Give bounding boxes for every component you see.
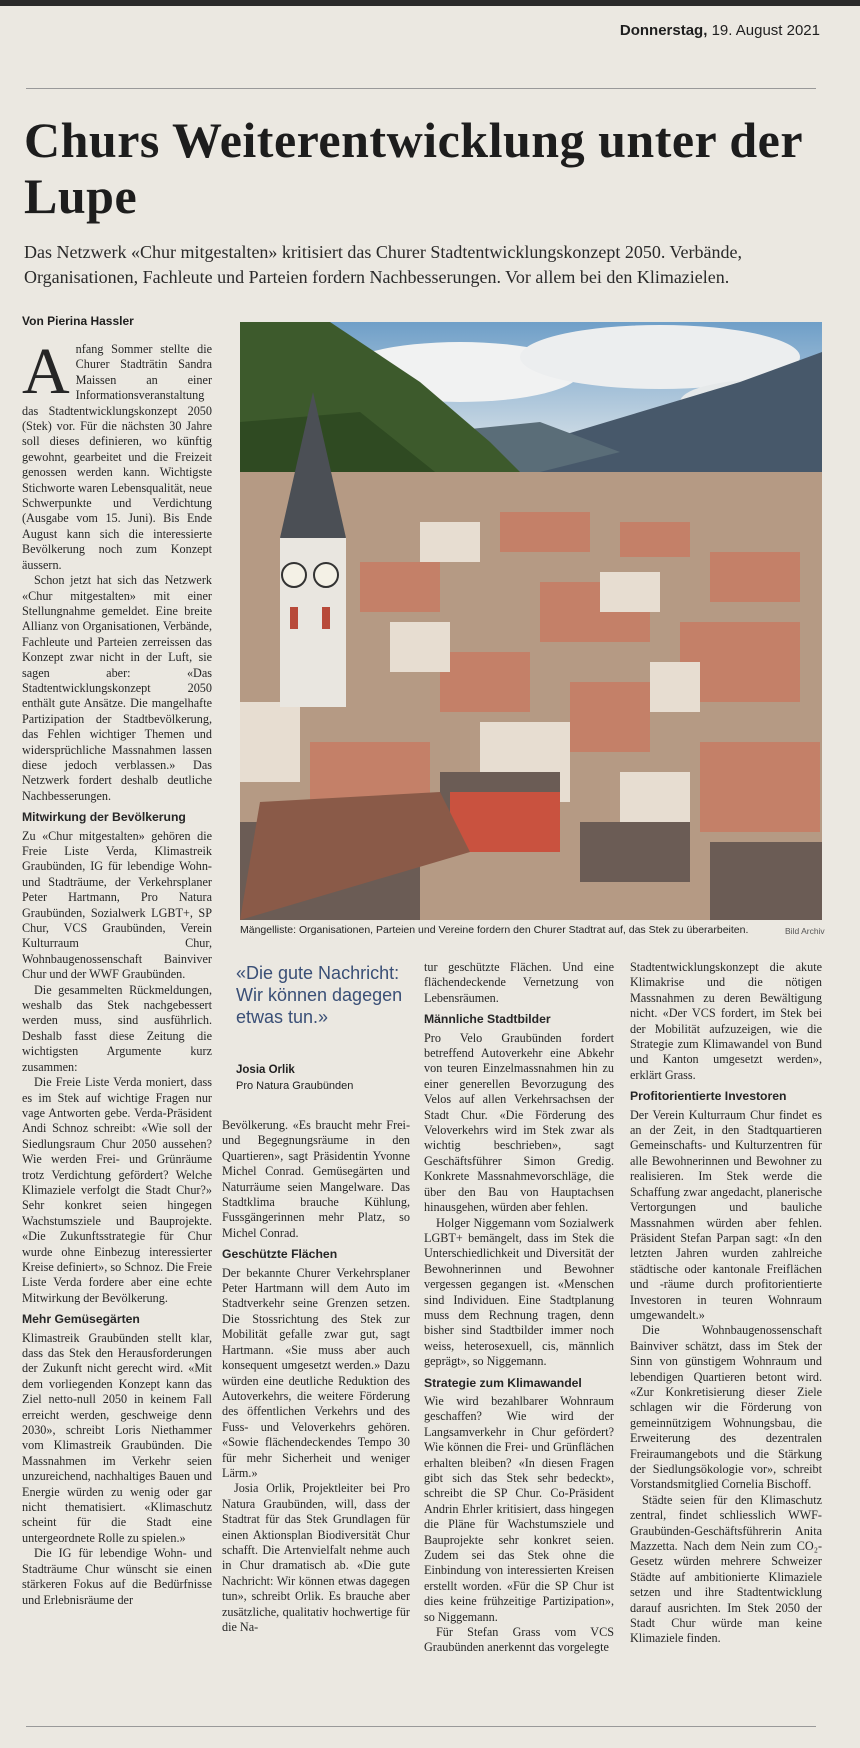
top-bar — [0, 0, 860, 6]
paragraph: Holger Niggemann vom Sozialwerk LGBT+ bemängelt, dass im Stek die Unterschiedlichkeit und Diversität der Bewohnerinnen und Bewohner vergessen gegangen ist. «Menschen sind Individuen. Eine Stadtplanung muss dem Rechnung tragen, denn bisher sind Stadtbilder immer noch weiss, heterosexuell, cis, männlich geprägt», so Niggemann. — [424, 1215, 614, 1369]
paragraph: Die gesammelten Rückmeldungen, weshalb das Stek nachgebessert werden muss, sind ausführlich. Deshalb fasst diese Zeitung die wichtigsten Argumente kurz zusammen: — [22, 982, 212, 1074]
date-rest: 19. August 2021 — [711, 22, 820, 39]
paragraph: Zu «Chur mitgestalten» gehören die Freie Liste Verda, Klimastreik Graubünden, IG für lebendige Wohn- und Stadträume, der Verkehrsplaner Peter Hartmann, Pro Natura Graubünden, Sozialwerk LGBT+, SP Chur, VCS Graubünden, Verein Kulturraum Chur, Wohnbaugenossenschaft Bainviver Chur und der WWF Graubünden. — [22, 828, 212, 982]
column-2 — [222, 1118, 410, 1722]
subheading: Mitwirkung der Bevölkerung — [22, 810, 186, 825]
paragraph: Die IG für lebendige Wohn- und Stadträume Chur wünscht sie einen stärkeren Fokus auf die Bedürfnisse und Erlebnisräume der — [22, 1546, 212, 1607]
paragraph: Der Verein Kulturraum Chur findet es an der Zeit, in den Stadtquartieren Gemeinschafts- und Kulturzentren für alle Bewohnerinnen und Bewohner zu realisieren. Im Stek werde die Schaffung zwar angedacht, planerische Vertorgungen und bauliche Massnahmen würden aber fehlen. Präsident Stefan Parpan sagt: «In den letzten Jahren wurden zahlreiche städtische oder kantonale Freiflächen und -räume durch profitorientierte Investoren in teuren Wohnraum umgewandelt.» — [630, 1107, 822, 1322]
paragraph: Wie wird bezahlbarer Wohnraum geschaffen? Wie wird der Langsamverkehr in Chur gefördert? Wie können die Frei- und Grünflächen erhalten bleiben? «In diesen Fragen gibt sich das Stek sehr bedeckt», schreibt die SP Chur. Co-Präsident Andrin Ehrler kritisiert, dass hingegen die Pläne für Wachstumsziele und Bauprojekte sehr konkret seien. Zudem sei das Stek ohne die Einbindung von interessierten Kreisen erstellt worden. «Für die SP Chur ist dies keine frühzeitige Partizipation», so Niggemann. — [424, 1393, 614, 1624]
pull-quote-role: Pro Natura Graubünden — [236, 1080, 354, 1092]
subheading: Männliche Stadtbilder — [424, 1012, 551, 1027]
pull-quote: «Die gute Nachricht: Wir können dagegen etwas tun.» — [236, 963, 403, 1027]
paragraph: Die Freie Liste Verda moniert, dass es im Stek auf wichtige Fragen nur vage Antworten gebe. Verda-Präsident Andi Schnoz schreibt: «Wie soll der Siedlungsraum Chur 2050 aussehen? Wie werden Frei- und Grünräume trotz Verdichtung gefördert? Welche Klimaziele verfolgt die Stadt Chur?» Sehr konkret seien hingegen Wachstumsziele und Bauprojekte. «Die Zukunftsstrategie für Chur wurde ohne Einbezug interessierter Kreise definiert», so Schnoz. Die Freie Liste Verda fordere aber eine echte Mitwirkung der Bevölkerung. — [22, 1075, 212, 1305]
issue-date — [620, 22, 820, 39]
paragraph: Pro Velo Graubünden fordert betreffend Autoverkehr eine Abkehr von teuren Einzelmassnahmen hin zu einer generellen Bevorzugung des Velos auf allen Verkehrsachsen der Stadt Chur. «Die Förderung des Veloverkehrs wird im Stek zwar als wichtig beschrieben», sagt Geschäftsführer Simon Gredig. Konkrete Massnahmevorschläge, die über den Bau von Hauptachsen hinausgehen, würden aber fehlen. — [424, 1030, 614, 1215]
column-1 — [22, 342, 212, 1722]
photo-caption: Mängelliste: Organisationen, Parteien und Vereine fordern den Churer Stadtrat auf, das Stek zu überarbeiten. — [240, 924, 749, 936]
paragraph: Klimastreik Graubünden stellt klar, dass das Stek den Herausforderungen der Zukunft nicht gerecht wird. «Mit dem vorliegenden Konzept kann das Ziel netto-null 2050 in keinem Fall erreicht werden, geschweige denn 2030», schreibt Loris Niethammer vom Klimastreik Graubünden. Die Massnahmen im Verkehr seien unzureichend, nachhaltiges Bauen und Energie würden zu wenig oder gar nicht thematisiert. «Klimaschutz scheint für die Stadt eine untergeordnete Rolle zu spielen.» — [22, 1330, 212, 1545]
column-3 — [424, 960, 614, 1722]
date-weekday: Donnerstag, — [619, 22, 708, 39]
paragraph: Stadtentwicklungskonzept die akute Klimakrise und die nötigen Massnahmen zu deren Bewältigung nicht. «Der VCS fordert, im Stek bei der Mobilität aufzuzeigen, wie die Strategie zum Klimawandel von Bund und Kanton umgesetzt werden», erklärt Grass. — [630, 960, 822, 1082]
photo-credit: Bild Archiv — [785, 926, 825, 936]
subheading: Strategie zum Klimawandel — [424, 1375, 582, 1390]
paragraph: Schon jetzt hat sich das Netzwerk «Chur mitgestalten» mit einer Stellungnahme gemeldet. Eine breite Allianz von Organisationen, Verbände, Fachleute und Parteien zerreissen das Konzept zwar nicht in der Luft, sie sagen aber: «Das Stadtentwicklungskonzept 2050 enthält gute Ansätze. Die mangelhafte Partizipation der Stadtbevölkerung, das Fehlen wichtiger Themen und widersprüchliche Massnahmen lassen diese jedoch verblassen.» Das Netzwerk fordert deshalb deutliche Nachbesserungen. — [22, 573, 212, 803]
subheading: Geschützte Flächen — [222, 1247, 338, 1262]
header-rule — [26, 88, 816, 89]
column-4 — [630, 960, 822, 1722]
subheading: Mehr Gemüsegärten — [22, 1312, 140, 1327]
paragraph-intro — [22, 342, 212, 573]
paragraph: tur geschützte Flächen. Und eine flächendeckende Vernetzung von Lebensräumen. — [424, 960, 614, 1005]
lead-paragraph: Das Netzwerk «Chur mitgestalten» kritisiert das Churer Stadtentwicklungskonzept 2050. Verbände, Organisationen, Fachleute und Parteien fordern Nachbesserungen. Vor allem bei den Klimazielen. — [24, 242, 743, 287]
photo-illustration — [240, 322, 822, 920]
drop-cap: A — [22, 342, 70, 408]
intro-text: nfang Sommer stellte die Churer Stadträtin Sandra Maissen an einer Informationsveranstaltung das Stadtentwicklungskonzept 2050 (Stek) vor. Für die nächsten 30 Jahre soll dieses definieren, wo künftig gewohnt, gearbeitet und die Freizeit genossen werden kann. Wichtigste Stichworte waren Lebensqualität, neue Schwerpunkte und Verdichtung (Ausgabe vom 15. Juni). Bis Ende August kann sich die interessierte Bevölkerung noch zum Konzept äussern. — [22, 342, 212, 572]
byline: Von Pierina Hassler — [22, 314, 134, 328]
headline: Churs Weiterentwicklung unter der Lupe — [24, 112, 803, 224]
paragraph: Für Stefan Grass vom VCS Graubünden anerkennt das vorgelegte — [424, 1625, 614, 1655]
paragraph: Josia Orlik, Projektleiter bei Pro Natura Graubünden, will, dass der Stadtrat für das Stek Grundlagen für einen Aktionsplan Biodiversität Chur schafft. Die Artenvielfalt nehme auch in Chur dramatisch ab. «Die gute Nachricht: Wir können etwas dagegen tun», schreibt Orlik. Es brauche aber zusätzliche, qualitativ hochwertige für die Na- — [222, 1481, 410, 1634]
city-photo — [240, 322, 822, 920]
paragraph: Der bekannte Churer Verkehrsplaner Peter Hartmann will dem Auto im Stadtverkehr seine Grenzen setzen. Die Stossrichtung des Stek zur Mobilität gefalle zwar gut, sagt Hartmann. «Sie muss aber auch konsequent umgesetzt werden.» Dazu würden eine deutliche Reduktion des Autoverkehrs, die weitere Förderung des öffentlichen Verkehrs und des Fuss- und Veloverkehrs gehören. «Sowie flächendeckendes Tempo 30 für mehr Sicherheit und weniger Lärm.» — [222, 1265, 410, 1480]
pull-quote-author: Josia Orlik — [236, 1064, 295, 1076]
footer-rule — [26, 1726, 816, 1727]
paragraph: Die Wohnbaugenossenschaft Bainviver schätzt, dass im Stek der Sinn von günstigem Wohnraum und lebendigen Quartieren betont wird. «Zur Konkretisierung dieser Ziele schlagen wir die Förderung von gemeinnützigem Wohnungsbau, die Erweiterung des dezentralen Freiraumangebots und die Stärkung der Siedlungsökologie vor», schreibt Vorstandsmitglied Cornelia Bischoff. — [630, 1323, 822, 1492]
paragraph: Städte seien für den Klimaschutz zentral, findet schliesslich WWF-Graubünden-Geschäftsführerin Anita Mazzetta. Nach dem Nein zum CO₂-Gesetz würden mehrere Schweizer Städte auf ambitionierte Klimaziele setzen und ihre Stadtentwicklung darauf ausrichten. Im Stek 2050 der Stadt Chur würde man keine Klimaziele finden. — [630, 1492, 822, 1646]
paragraph: Bevölkerung. «Es braucht mehr Frei- und Begegnungsräume in den Quartieren», sagt Präsidentin Yvonne Michel Conrad. Gemüsegärten und Naturräume seien Mangelware. Das Stadtklima brauche Kühlung, Fussgängerinnen mehr Platz, so Michel Conrad. — [222, 1118, 410, 1240]
subheading: Profitorientierte Investoren — [630, 1089, 787, 1104]
